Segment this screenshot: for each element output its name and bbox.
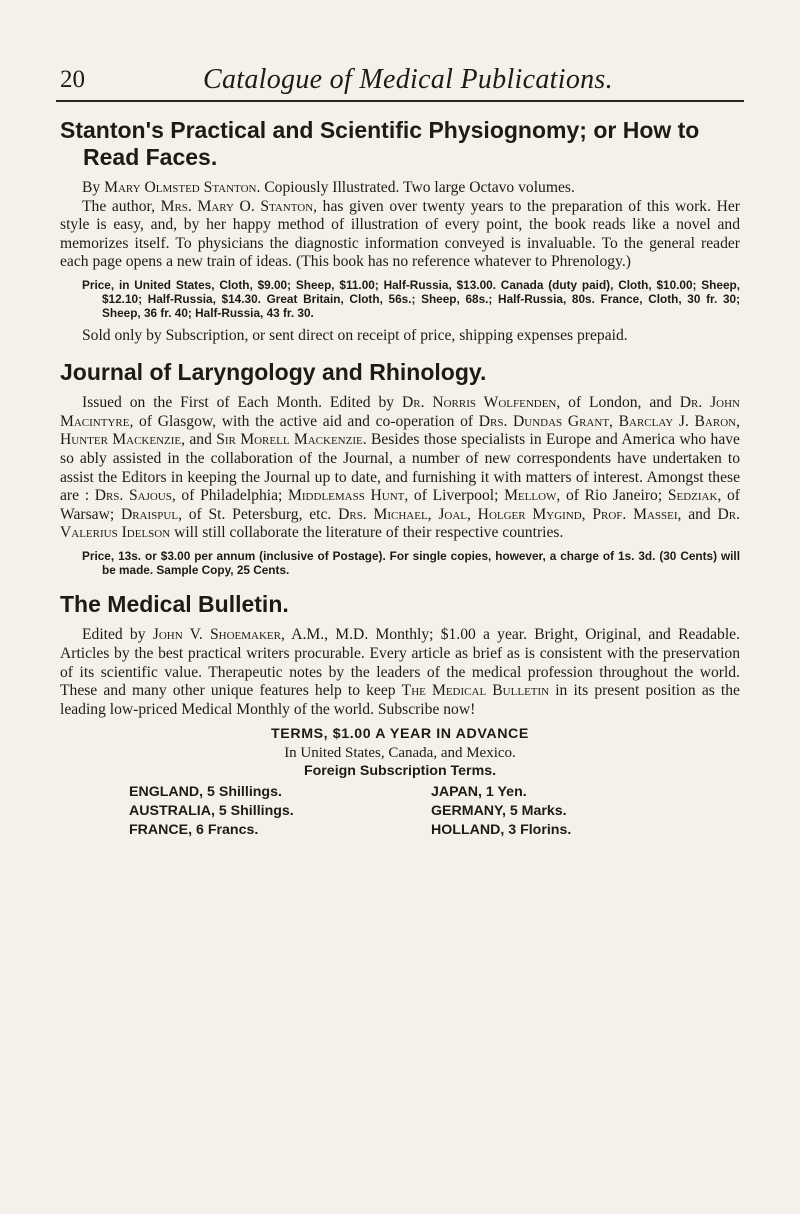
collaborator-name: Dr. Valerius Idelson bbox=[60, 505, 740, 542]
foreign-term: HOLLAND, 3 Florins. bbox=[431, 822, 572, 839]
foreign-term: FRANCE, 6 Francs. bbox=[129, 822, 259, 839]
text-run: in its present position as the leading low-priced Medical Monthly of the world. Subscribe now! bbox=[60, 682, 740, 718]
laryngology-entry bbox=[60, 359, 740, 577]
page-content bbox=[60, 117, 740, 854]
desc-rest: , has given over twenty years to the preparation of this work. Her style is easy, and, by her happy method of illustration of every point, the book reads like a novel and memorizes itself. To physicians the diagnostic information conveyed is invaluable. To the general reader each page opens a new train of ideas. (This book has no reference whatever to Phrenology.) bbox=[60, 197, 740, 271]
laryngology-description bbox=[60, 394, 740, 543]
foreign-terms-heading: Foreign Subscription Terms. bbox=[303, 763, 497, 780]
text-run: , of Glasgow, with the active aid and co-operation of bbox=[129, 412, 479, 430]
bulletin-terms bbox=[60, 725, 740, 840]
editor-name: John V. Shoemaker bbox=[152, 626, 281, 644]
text-run: , of London, and bbox=[556, 394, 680, 412]
text-run: Issued on the First of Each Month. Edited by bbox=[82, 394, 402, 412]
catalogue-title: Catalogue of Medical Publications. bbox=[203, 64, 613, 95]
foreign-term: AUSTRALIA, 5 Shillings. bbox=[129, 803, 294, 820]
foreign-term: JAPAN, 1 Yen. bbox=[431, 784, 527, 801]
text-run: , of Warsaw; bbox=[60, 487, 740, 523]
collaborator-name: Sir Morell Mackenzie bbox=[216, 431, 363, 449]
text-run: , of Liverpool; bbox=[404, 487, 505, 505]
terms-heading: TERMS, $1.00 A YEAR IN ADVANCE bbox=[271, 726, 529, 743]
correspondent-name: Drs. Sajous bbox=[94, 487, 172, 505]
byline-rest: . Copiously Illustrated. Two large Octavo volumes. bbox=[256, 179, 575, 196]
bulletin-entry bbox=[60, 591, 740, 840]
correspondent-name: Middlemass Hunt bbox=[288, 487, 405, 505]
author-name: Mary Olmsted Stanton bbox=[104, 179, 257, 196]
foreign-term: GERMANY, 5 Marks. bbox=[431, 803, 567, 820]
text-run: , of Rio Janeiro; bbox=[556, 487, 668, 505]
text-run: Edited by bbox=[82, 626, 153, 644]
physiognomy-byline bbox=[60, 179, 740, 198]
editor-name: Dr. Norris Wolfenden bbox=[401, 394, 557, 412]
desc-author: Mrs. Mary O. Stanton bbox=[160, 197, 314, 215]
text-run: , and bbox=[181, 431, 217, 449]
foreign-terms-grid bbox=[60, 783, 740, 840]
laryngology-title: Journal of Laryngology and Rhinology. bbox=[60, 359, 487, 386]
text-run: , of St. Petersburg, etc. bbox=[178, 505, 339, 523]
journal-name: The Medical Bulletin bbox=[401, 682, 550, 700]
laryngology-price: Price, 13s. or $3.00 per annum (inclusive of Postage). For single copies, however, a charge of 1s. 3d. (30 Cents) will be made. Sample Copy, 25 Cents. bbox=[82, 548, 740, 578]
physiognomy-title: Stanton's Practical and Scientific Physiognomy; or How to Read Faces. bbox=[60, 117, 700, 170]
bulletin-title: The Medical Bulletin. bbox=[60, 591, 289, 618]
text-run: , and bbox=[677, 505, 718, 523]
correspondent-name: Draispul bbox=[120, 505, 179, 523]
foreign-term: ENGLAND, 5 Shillings. bbox=[129, 784, 282, 801]
running-head bbox=[60, 62, 740, 102]
physiognomy-entry bbox=[60, 117, 740, 345]
page-number: 20 bbox=[60, 66, 85, 93]
physiognomy-description bbox=[60, 198, 740, 272]
text-run: . Besides those specialists in Europe and America who have so ably assisted in the collaboration of the Journal, a number of new correspondents have undertaken to assist the Editors in keeping the Journal up to date, and furnishing it with matters of interest. Amongst these are : bbox=[60, 431, 740, 505]
collaborator-names: Drs. Dundas Grant, Barclay J. Baron, Hunter Mackenzie bbox=[60, 412, 740, 449]
byline-prefix: By bbox=[82, 179, 105, 196]
terms-region: In United States, Canada, and Mexico. bbox=[284, 745, 516, 762]
header-rule bbox=[56, 100, 744, 102]
text-run: , of Philadelphia; bbox=[171, 487, 289, 505]
collaborator-names: Drs. Michael, Joal, Holger Mygind, Prof. Massei bbox=[338, 505, 678, 523]
text-run: , A.M., M.D. Monthly; $1.00 a year. Bright, Original, and Readable. Articles by the best practical writers procurable. Every article as brief as is consistent with the preservation of its scientific value. Therapeutic notes by the leaders of the medical profession throughout the world. These and many other unique features help to keep bbox=[60, 626, 740, 700]
desc-prefix: The author, bbox=[82, 197, 161, 215]
physiognomy-price: Price, in United States, Cloth, $9.00; Sheep, $11.00; Half-Russia, $13.00. Canada (duty paid), Cloth, $10.00; Sheep, $12.10; Half-Russia, $14.30. Great Britain, Cloth, 56s.; Sheep, 68s.; Half-Russia, 80s. France, Cloth, 30 fr. 30; Sheep, 36 fr. 40; Half-Russia, 43 fr. 30. bbox=[82, 277, 740, 321]
correspondent-name: Mellow bbox=[504, 487, 557, 505]
editor-name: Dr. John Macintyre bbox=[60, 394, 740, 430]
physiognomy-sold-note: Sold only by Subscription, or sent direct on receipt of price, shipping expenses prepaid. bbox=[82, 326, 628, 344]
text-run: will still collaborate the literature of their respective countries. bbox=[170, 524, 564, 542]
correspondent-name: Sedziak bbox=[667, 487, 718, 505]
bulletin-description bbox=[60, 626, 740, 719]
